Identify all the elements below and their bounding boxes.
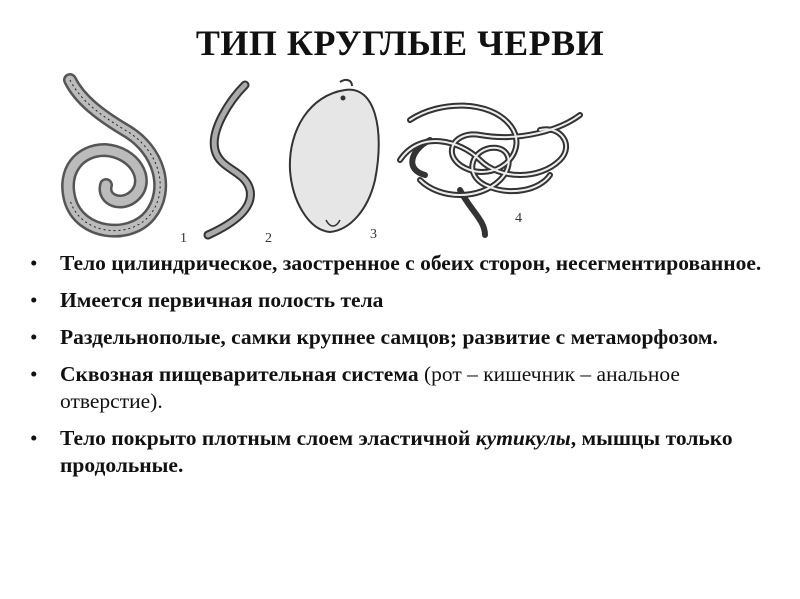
list-item	[28, 361, 768, 415]
bullet-text-bold-end: , мышцы только продольные.	[60, 426, 733, 477]
worm-coiled-figure	[68, 80, 160, 231]
bullet-text: Имеется первичная полость тела	[60, 288, 384, 312]
bullet-icon: •	[30, 362, 38, 386]
page-title: ТИП КРУГЛЫЕ ЧЕРВИ	[195, 23, 605, 63]
bullet-text-italic: кутикулы	[475, 426, 571, 450]
bullet-icon: •	[30, 251, 38, 275]
facts-list	[28, 250, 768, 489]
bullet-icon: •	[30, 288, 38, 312]
bullet-text: Тело цилиндрическое, заостренное с обеих сторон, несегментированное.	[60, 251, 762, 275]
worm-s-figure	[208, 85, 250, 235]
worms-illustration	[40, 70, 600, 250]
bullet-icon: •	[30, 426, 38, 450]
figure-label-4: 4	[515, 211, 522, 226]
list-item	[28, 324, 768, 351]
figure-label-1: 1	[180, 231, 187, 246]
list-item	[28, 425, 768, 479]
bullet-text-bold: Сквозная пищеварительная система	[60, 362, 424, 386]
bullet-icon: •	[30, 325, 38, 349]
figure-label-2: 2	[265, 231, 272, 246]
bullet-text: Раздельнополые, самки крупнее самцов; развитие с метаморфозом.	[60, 325, 718, 349]
worm-oval-figure	[290, 80, 379, 232]
list-item	[28, 287, 768, 314]
bullet-text-bold: Тело покрыто плотным слоем эластичной	[60, 426, 476, 450]
list-item	[28, 250, 768, 277]
figure-label-3: 3	[370, 227, 377, 242]
bullet-text-normal: (рот – кишечник – анальное отверстие).	[60, 362, 680, 413]
worms-drawing	[40, 70, 600, 250]
